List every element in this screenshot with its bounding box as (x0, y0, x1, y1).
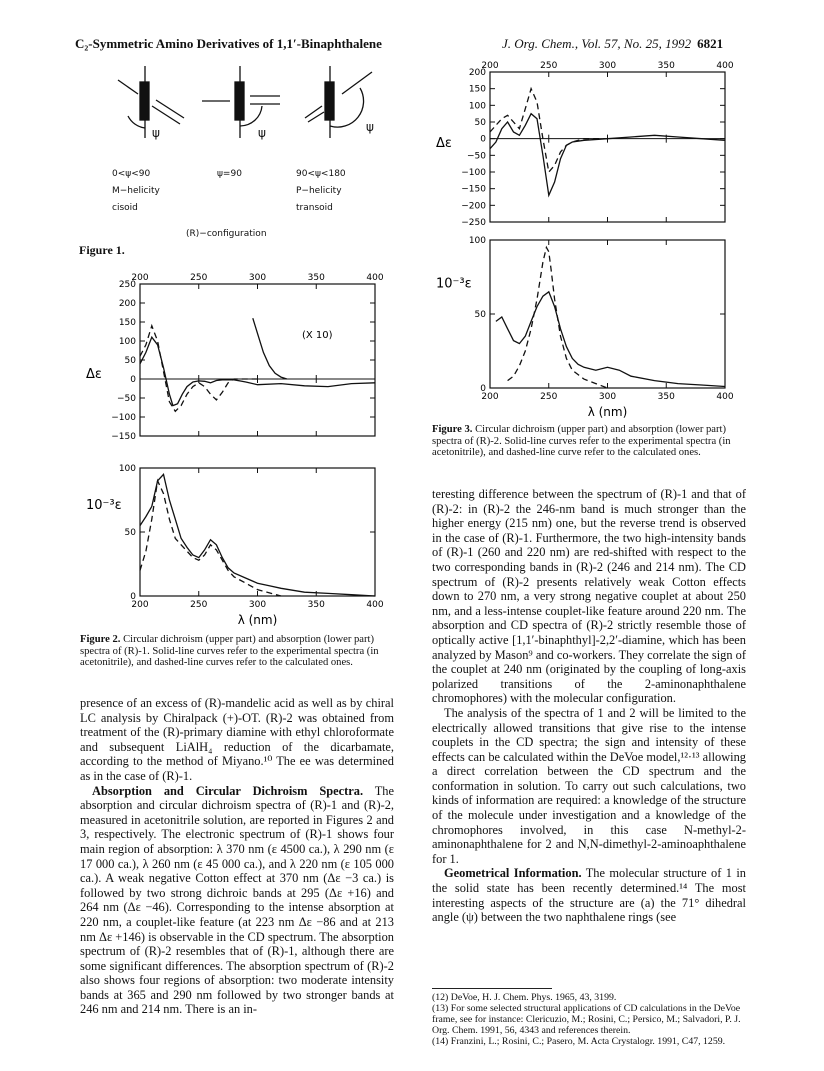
y-tick-label: 50 (474, 118, 486, 128)
series-line-solid-0 (496, 292, 725, 387)
x-tick-label: 300 (598, 392, 617, 402)
figure-3-caption-label: Figure 3. (432, 424, 473, 435)
paragraph-spectra (80, 784, 394, 1018)
fig1-panel-1-helicity: M−helicity (112, 186, 160, 196)
y-tick-label: 100 (468, 236, 486, 246)
x-tick-label: 400 (716, 61, 734, 71)
multiplier-annotation: (X 10) (302, 330, 333, 341)
x-tick-label: 400 (366, 600, 384, 610)
paragraph-comparison: teresting difference between the spectrum of (R)-1 and that of (R)-2: in (R)-2 the 246-nm band is much stronger than the higher energy (215 nm) one, but the reverse trend is observed in the case of (R)-1. Furthermore, the two high-intensity bands of (R)-1 (260 and 220 nm) are red-shifted with respect to the two corresponding bands in (R)-2 (246 and 214 nm). The CD spectrum of (R)-2 presents relatively weak Cotton effects down to 270 nm, a very strong negative couplet at about 250 nm, and a less-intense couplet-like feature around 220 nm. The absorption and CD spectra of (R)-2 strictly resemble those of optically active [1,1′-binaphthyl]-2,2′-diamine, which has been analyzed by Mason⁹ and co-workers. They correlate the sign of the couplet at 240 nm (originated by the coupling of long-axis polarized transitions of the 2-aminonaphthalene chromophores) with the molecular configuration. (432, 487, 746, 706)
y-tick-label: 0 (130, 592, 136, 602)
journal-citation: J. Org. Chem., Vol. 57, No. 25, 1992 (502, 36, 692, 51)
x-tick-label: 300 (248, 600, 267, 610)
fig1-panel-2-range: ψ=90 (217, 169, 242, 179)
fig1-configuration-label: (R)−configuration (186, 229, 267, 239)
y-tick-label: 50 (474, 310, 486, 320)
x-tick-label: 200 (481, 392, 499, 402)
series-line-dashed-1 (508, 247, 608, 388)
paragraph-analysis: The analysis of the spectra of 1 and 2 will be limited to the electrically allowed transitions that give rise to the intense couplets in the CD spectra; the sign and intensity of these effects can be calculated within the DeVoe model,¹²·¹³ allowing a direct correlation between the CD spectrum and the conformation in solution. To carry out such calculations, two kinds of information are required: a knowledge of the structure of the molecule under investigation and a knowledge of the chromophores involved, in this case N-methyl-2-aminonaphthalene for 2 and N,N-dimethyl-2-aminoaphthalene for 1. (432, 705, 746, 866)
page-number: 6821 (697, 36, 724, 51)
y-tick-label: −50 (117, 394, 136, 404)
y-tick-label: −150 (111, 432, 136, 442)
fig1-panel-3-helicity: P−helicity (296, 186, 342, 196)
x-tick-label: 200 (131, 273, 149, 283)
y-tick-label: −250 (461, 218, 486, 228)
series-line-dashed-1 (490, 89, 608, 172)
figure-3-cd-chart (430, 58, 750, 232)
right-column-text (432, 487, 746, 925)
y-axis-label: Δε (436, 136, 452, 151)
y-axis-label: Δε (86, 367, 102, 383)
x-tick-label: 300 (598, 61, 617, 71)
transoid-conformer-drawing (305, 66, 372, 138)
reference-13: (13) For some selected structural applications of CD calculations in the DeVoe frame, see for instance: Clericuzio, M.; Rosini, C.; Persico, M.; Salvadori, P. J. Org. Chem. 1991, 56, 4343 and references therein. (432, 1003, 741, 1036)
x-tick-label: 350 (307, 273, 325, 283)
x-tick-label: 250 (540, 392, 558, 402)
series-line-solid-0 (490, 114, 725, 196)
y-tick-label: 0 (130, 375, 136, 385)
y-tick-label: 250 (118, 280, 136, 290)
y-tick-label: 200 (118, 299, 136, 309)
y-tick-label: 50 (124, 356, 136, 366)
figure-2-caption (80, 634, 392, 669)
fig1-panel-3-shape: transoid (296, 203, 333, 213)
x-tick-label: 400 (716, 392, 734, 402)
plot-frame (140, 468, 375, 596)
plot-frame (490, 240, 725, 388)
x-tick-label: 250 (540, 61, 558, 71)
figure-2-caption-text: Circular dichroism (upper part) and absorption (lower part) spectra of (R)-1. Solid-line curves refer to the experimental spectra (in acetonitrile), and dashed-line curves refer to the calculated ones. (80, 634, 379, 669)
perpendicular-conformer-drawing (202, 66, 280, 138)
series-line-solid-2 (253, 318, 287, 379)
paragraph-geometry-text: The molecular structure of 1 in the solid state has been recently determined.¹⁴ The most interesting aspects of the structure are (a) the 71° dihedral angle (ψ) between the two naphthalene rings (see (432, 866, 746, 925)
y-tick-label: −50 (467, 151, 486, 162)
fig1-panel-1-shape: cisoid (112, 203, 138, 213)
paragraph-geometry (432, 866, 746, 924)
series-line-solid-0 (140, 337, 375, 405)
figure-2-cd-chart (80, 262, 400, 444)
figure-3-absorption-chart (430, 234, 750, 424)
series-line-dashed-1 (140, 326, 258, 412)
x-tick-label: 200 (131, 600, 149, 610)
x-tick-label: 250 (190, 600, 208, 610)
fig1-panel-2-labels (217, 166, 242, 183)
cisoid-conformer-drawing (118, 66, 184, 138)
y-axis-label: 10⁻³ε (436, 276, 472, 292)
psi-label-3: ψ (366, 120, 374, 134)
x-axis-label: λ (nm) (587, 405, 628, 419)
fig1-panel-1-range: 0<ψ<90 (112, 169, 151, 179)
plot-frame (490, 72, 725, 222)
x-tick-label: 200 (481, 61, 499, 71)
y-axis-label: 10⁻³ε (86, 497, 122, 513)
y-tick-label: 150 (118, 318, 136, 328)
y-tick-label: −100 (461, 168, 486, 178)
reference-14: (14) Franzini, L.; Rosini, C.; Pasero, M. Acta Crystalogr. 1991, C47, 1259. (432, 1036, 726, 1047)
y-tick-label: −100 (111, 413, 136, 423)
references (432, 992, 746, 1047)
y-tick-label: 150 (468, 84, 486, 95)
y-tick-label: 0 (480, 134, 486, 145)
paragraph-spectra-text: The absorption and circular dichroism spectra of (R)-1 and (R)-2, measured in acetonitrile solution, are reported in Figures 2 and 3, respectively. The electronic spectrum of (R)-1 shows four main region of absorption: λ 370 nm (ε 4500 ca.), λ 290 nm (ε 17 000 ca.), λ 260 nm (ε 45 000 ca.), and λ 220 nm (ε 105 000 ca.). A weak negative Cotton effect at 370 nm (Δε −3 ca.) is followed by two strong dichroic bands at 295 (Δε +16) and 264 nm (Δε −46). Corresponding to the intense absorption at 220 nm, a couplet-like feature (at 223 nm Δε −86 and at 213 nm Δε +146) is observable in the CD spectrum. The absorption spectrum of (R)-2 resembles that of (R)-1, although there are some significant differences. The absorption spectrum of (R)-2 also shows four regions of absorption: two moderate intensity bands at 365 and 290 nm followed by two stronger bands at 246 nm and 214 nm. There is an in- (80, 783, 394, 1017)
running-header-journal (502, 36, 723, 52)
x-tick-label: 350 (307, 600, 325, 610)
footnote-rule (432, 988, 552, 989)
psi-label-2: ψ (258, 126, 266, 140)
y-tick-label: 100 (118, 464, 136, 474)
figure-3-caption-text: Circular dichroism (upper part) and absorption (lower part) spectra of (R)-2. Solid-line curves refer to the experimental spectra (in acetonitrile), and dashed-line curve refer to the calculated ones. (432, 424, 731, 459)
y-tick-label: 50 (124, 528, 136, 538)
x-tick-label: 400 (366, 273, 384, 283)
running-header-title: C₂-Symmetric Amino Derivatives of 1,1′-Binaphthalene (75, 36, 382, 51)
y-tick-label: 200 (468, 68, 486, 78)
psi-label-1: ψ (152, 126, 160, 140)
fig1-panel-3-labels (296, 166, 346, 217)
figure-1-label: Figure 1. (79, 243, 125, 257)
series-line-solid-0 (140, 474, 375, 596)
figure-3-caption (432, 424, 744, 459)
x-tick-label: 350 (657, 392, 675, 402)
x-axis-label: λ (nm) (237, 613, 278, 627)
fig1-panel-3-range: 90<ψ<180 (296, 169, 346, 179)
series-line-dashed-1 (140, 481, 281, 596)
section-heading-spectra: Absorption and Circular Dichroism Spectra. (92, 783, 364, 798)
reference-12: (12) DeVoe, H. J. Chem. Phys. 1965, 43, 3199. (432, 992, 617, 1003)
x-tick-label: 250 (190, 273, 208, 283)
figure-2-absorption-chart (80, 450, 400, 640)
x-tick-label: 300 (248, 273, 267, 283)
y-tick-label: 0 (480, 384, 486, 394)
section-heading-geometry: Geometrical Information. (444, 866, 582, 881)
fig1-panel-1-labels (112, 166, 160, 217)
paragraph-synthesis: presence of an excess of (R)-mandelic acid as well as by chiral LC analysis by Chiralpack (+)-OT. (R)-2 was obtained from treatment of the (R)-primary diamine with ethyl chloroformate and subsequent LiAlH₄ reduction of the dicarbamate, according to the method of Miyano.¹⁰ The ee was determined as in the case of (R)-1. (80, 696, 394, 783)
x-tick-label: 350 (657, 61, 675, 71)
y-tick-label: 100 (468, 101, 486, 112)
y-tick-label: −150 (461, 184, 486, 195)
left-column-text (80, 696, 394, 1017)
plot-frame (140, 284, 375, 436)
y-tick-label: 100 (118, 337, 136, 347)
figure-2-caption-label: Figure 2. (80, 634, 121, 645)
y-tick-label: −200 (461, 201, 486, 212)
